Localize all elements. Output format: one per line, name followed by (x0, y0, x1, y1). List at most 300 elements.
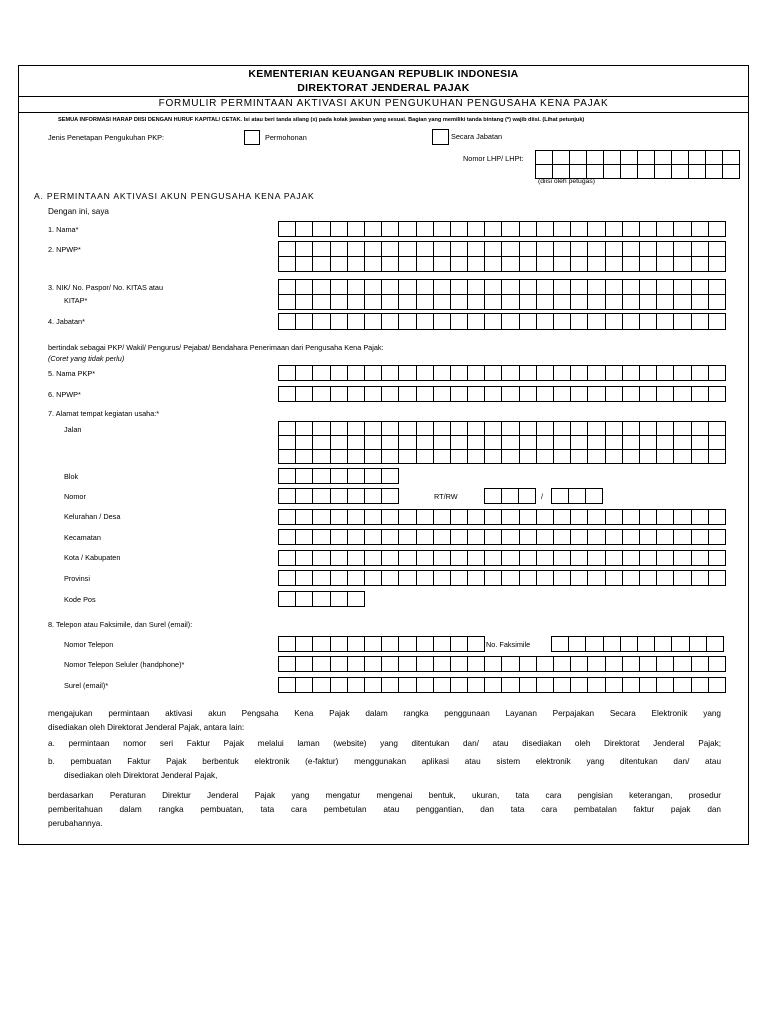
char-box[interactable] (553, 151, 570, 165)
char-box[interactable] (313, 295, 330, 310)
char-box[interactable] (382, 510, 399, 525)
npwp-boxes[interactable] (278, 241, 726, 272)
char-box[interactable] (313, 387, 330, 402)
char-box[interactable] (502, 530, 519, 545)
char-box[interactable] (655, 165, 672, 179)
char-box[interactable] (537, 242, 554, 257)
char-box[interactable] (485, 657, 502, 672)
char-box[interactable] (331, 489, 348, 504)
char-box[interactable] (657, 257, 674, 272)
char-box[interactable] (451, 637, 468, 652)
char-box[interactable] (520, 678, 537, 693)
char-box[interactable] (640, 530, 657, 545)
char-box[interactable] (348, 510, 365, 525)
char-box[interactable] (399, 387, 416, 402)
char-box[interactable] (674, 530, 691, 545)
char-box[interactable] (296, 314, 313, 330)
char-box[interactable] (674, 436, 691, 450)
char-box[interactable] (571, 422, 588, 436)
char-box[interactable] (296, 436, 313, 450)
char-box[interactable] (692, 657, 709, 672)
char-box[interactable] (313, 314, 330, 330)
char-box[interactable] (279, 551, 296, 566)
char-box[interactable] (554, 510, 571, 525)
char-box[interactable] (434, 678, 451, 693)
char-box[interactable] (588, 222, 605, 237)
char-box[interactable] (588, 510, 605, 525)
char-box[interactable] (348, 422, 365, 436)
char-box[interactable] (434, 387, 451, 402)
char-box[interactable] (434, 280, 451, 295)
char-box[interactable] (502, 387, 519, 402)
char-box[interactable] (554, 571, 571, 586)
char-box[interactable] (571, 530, 588, 545)
char-box[interactable] (434, 295, 451, 310)
char-box[interactable] (692, 450, 709, 464)
char-box[interactable] (709, 571, 726, 586)
char-box[interactable] (348, 366, 365, 381)
char-box[interactable] (520, 422, 537, 436)
char-box[interactable] (554, 436, 571, 450)
char-box[interactable] (279, 657, 296, 672)
char-box[interactable] (520, 530, 537, 545)
char-box[interactable] (468, 280, 485, 295)
char-box[interactable] (451, 510, 468, 525)
char-box[interactable] (399, 257, 416, 272)
char-box[interactable] (399, 436, 416, 450)
char-box[interactable] (672, 151, 689, 165)
char-box[interactable] (313, 530, 330, 545)
char-box[interactable] (382, 657, 399, 672)
char-box[interactable] (417, 366, 434, 381)
char-box[interactable] (485, 530, 502, 545)
char-box[interactable] (468, 530, 485, 545)
char-box[interactable] (382, 489, 399, 504)
char-box[interactable] (331, 637, 348, 652)
char-box[interactable] (296, 295, 313, 310)
char-box[interactable] (606, 295, 623, 310)
char-box[interactable] (296, 450, 313, 464)
char-box[interactable] (709, 222, 726, 237)
char-box[interactable] (692, 530, 709, 545)
char-box[interactable] (485, 387, 502, 402)
char-box[interactable] (279, 592, 296, 607)
char-box[interactable] (485, 295, 502, 310)
char-box[interactable] (451, 571, 468, 586)
char-box[interactable] (485, 510, 502, 525)
char-box[interactable] (331, 314, 348, 330)
char-box[interactable] (520, 366, 537, 381)
char-box[interactable] (692, 571, 709, 586)
char-box[interactable] (365, 637, 382, 652)
char-box[interactable] (657, 242, 674, 257)
char-box[interactable] (382, 450, 399, 464)
char-box[interactable] (552, 489, 569, 504)
char-box[interactable] (638, 151, 655, 165)
char-box[interactable] (382, 422, 399, 436)
char-box[interactable] (606, 242, 623, 257)
char-box[interactable] (417, 657, 434, 672)
char-box[interactable] (709, 510, 726, 525)
char-box[interactable] (588, 436, 605, 450)
char-box[interactable] (692, 222, 709, 237)
char-box[interactable] (365, 314, 382, 330)
char-box[interactable] (640, 387, 657, 402)
char-box[interactable] (709, 257, 726, 272)
char-box[interactable] (571, 242, 588, 257)
char-box[interactable] (554, 387, 571, 402)
char-box[interactable] (348, 657, 365, 672)
nomor-boxes[interactable] (278, 488, 399, 504)
char-box[interactable] (365, 530, 382, 545)
char-box[interactable] (638, 165, 655, 179)
char-box[interactable] (640, 257, 657, 272)
char-box[interactable] (692, 295, 709, 310)
char-box[interactable] (623, 450, 640, 464)
char-box[interactable] (692, 436, 709, 450)
char-box[interactable] (417, 450, 434, 464)
char-box[interactable] (468, 242, 485, 257)
char-box[interactable] (571, 366, 588, 381)
char-box[interactable] (365, 257, 382, 272)
char-box[interactable] (348, 469, 365, 484)
char-box[interactable] (279, 387, 296, 402)
char-box[interactable] (657, 387, 674, 402)
char-box[interactable] (451, 422, 468, 436)
char-box[interactable] (657, 571, 674, 586)
char-box[interactable] (604, 165, 621, 179)
char-box[interactable] (468, 366, 485, 381)
char-box[interactable] (623, 222, 640, 237)
char-box[interactable] (623, 657, 640, 672)
char-box[interactable] (382, 469, 399, 484)
char-box[interactable] (587, 151, 604, 165)
char-box[interactable] (623, 436, 640, 450)
char-box[interactable] (313, 678, 330, 693)
char-box[interactable] (365, 242, 382, 257)
char-box[interactable] (313, 257, 330, 272)
char-box[interactable] (571, 222, 588, 237)
char-box[interactable] (571, 387, 588, 402)
char-box[interactable] (279, 422, 296, 436)
char-box[interactable] (434, 222, 451, 237)
char-box[interactable] (399, 450, 416, 464)
char-box[interactable] (296, 489, 313, 504)
char-box[interactable] (554, 280, 571, 295)
char-box[interactable] (382, 571, 399, 586)
char-box[interactable] (657, 436, 674, 450)
char-box[interactable] (331, 366, 348, 381)
char-box[interactable] (588, 422, 605, 436)
char-box[interactable] (417, 257, 434, 272)
char-box[interactable] (468, 657, 485, 672)
char-box[interactable] (709, 657, 726, 672)
char-box[interactable] (279, 257, 296, 272)
char-box[interactable] (331, 530, 348, 545)
char-box[interactable] (468, 222, 485, 237)
char-box[interactable] (485, 551, 502, 566)
char-box[interactable] (554, 657, 571, 672)
char-box[interactable] (502, 489, 519, 504)
char-box[interactable] (571, 295, 588, 310)
char-box[interactable] (537, 387, 554, 402)
char-box[interactable] (485, 450, 502, 464)
char-box[interactable] (519, 489, 536, 504)
char-box[interactable] (709, 366, 726, 381)
nama-boxes[interactable] (278, 221, 726, 237)
char-box[interactable] (709, 450, 726, 464)
char-box[interactable] (382, 551, 399, 566)
char-box[interactable] (640, 678, 657, 693)
char-box[interactable] (348, 530, 365, 545)
char-box[interactable] (640, 657, 657, 672)
char-box[interactable] (537, 678, 554, 693)
char-box[interactable] (623, 571, 640, 586)
char-box[interactable] (279, 571, 296, 586)
char-box[interactable] (313, 366, 330, 381)
char-box[interactable] (709, 436, 726, 450)
char-box[interactable] (331, 257, 348, 272)
char-box[interactable] (313, 242, 330, 257)
char-box[interactable] (313, 571, 330, 586)
char-box[interactable] (348, 678, 365, 693)
char-box[interactable] (365, 657, 382, 672)
char-box[interactable] (365, 422, 382, 436)
char-box[interactable] (554, 450, 571, 464)
char-box[interactable] (279, 489, 296, 504)
rt-boxes[interactable] (484, 488, 536, 504)
char-box[interactable] (606, 551, 623, 566)
char-box[interactable] (640, 510, 657, 525)
char-box[interactable] (537, 530, 554, 545)
char-box[interactable] (382, 314, 399, 330)
char-box[interactable] (537, 295, 554, 310)
char-box[interactable] (348, 551, 365, 566)
char-box[interactable] (468, 510, 485, 525)
char-box[interactable] (313, 280, 330, 295)
char-box[interactable] (451, 678, 468, 693)
char-box[interactable] (468, 678, 485, 693)
char-box[interactable] (399, 637, 416, 652)
kelurahan-boxes[interactable] (278, 509, 726, 525)
char-box[interactable] (606, 257, 623, 272)
surel-boxes[interactable] (278, 677, 726, 693)
char-box[interactable] (657, 422, 674, 436)
faksimile-boxes[interactable] (551, 636, 724, 652)
char-box[interactable] (365, 450, 382, 464)
char-box[interactable] (451, 257, 468, 272)
char-box[interactable] (692, 242, 709, 257)
char-box[interactable] (674, 242, 691, 257)
char-box[interactable] (640, 222, 657, 237)
char-box[interactable] (331, 242, 348, 257)
char-box[interactable] (502, 257, 519, 272)
char-box[interactable] (692, 366, 709, 381)
char-box[interactable] (520, 450, 537, 464)
char-box[interactable] (604, 637, 621, 652)
char-box[interactable] (606, 678, 623, 693)
char-box[interactable] (434, 551, 451, 566)
char-box[interactable] (657, 678, 674, 693)
char-box[interactable] (434, 366, 451, 381)
char-box[interactable] (434, 571, 451, 586)
char-box[interactable] (313, 592, 330, 607)
char-box[interactable] (468, 450, 485, 464)
char-box[interactable] (348, 280, 365, 295)
char-box[interactable] (588, 450, 605, 464)
permohonan-checkbox[interactable] (244, 130, 260, 145)
char-box[interactable] (296, 366, 313, 381)
char-box[interactable] (571, 571, 588, 586)
char-box[interactable] (485, 366, 502, 381)
char-box[interactable] (588, 257, 605, 272)
char-box[interactable] (537, 510, 554, 525)
lhp-number-boxes[interactable] (535, 150, 740, 179)
char-box[interactable] (279, 314, 296, 330)
char-box[interactable] (571, 257, 588, 272)
char-box[interactable] (640, 436, 657, 450)
char-box[interactable] (365, 436, 382, 450)
char-box[interactable] (570, 165, 587, 179)
char-box[interactable] (554, 314, 571, 330)
char-box[interactable] (657, 314, 674, 330)
char-box[interactable] (313, 422, 330, 436)
char-box[interactable] (520, 295, 537, 310)
char-box[interactable] (554, 257, 571, 272)
char-box[interactable] (296, 469, 313, 484)
char-box[interactable] (313, 436, 330, 450)
char-box[interactable] (399, 657, 416, 672)
char-box[interactable] (502, 295, 519, 310)
char-box[interactable] (520, 571, 537, 586)
char-box[interactable] (399, 510, 416, 525)
char-box[interactable] (331, 422, 348, 436)
char-box[interactable] (434, 657, 451, 672)
char-box[interactable] (331, 678, 348, 693)
char-box[interactable] (399, 530, 416, 545)
char-box[interactable] (485, 222, 502, 237)
char-box[interactable] (588, 242, 605, 257)
char-box[interactable] (588, 530, 605, 545)
char-box[interactable] (451, 242, 468, 257)
char-box[interactable] (485, 571, 502, 586)
char-box[interactable] (279, 510, 296, 525)
char-box[interactable] (657, 657, 674, 672)
char-box[interactable] (588, 366, 605, 381)
char-box[interactable] (692, 257, 709, 272)
char-box[interactable] (672, 165, 689, 179)
char-box[interactable] (709, 422, 726, 436)
char-box[interactable] (365, 295, 382, 310)
char-box[interactable] (623, 387, 640, 402)
char-box[interactable] (552, 637, 569, 652)
char-box[interactable] (468, 257, 485, 272)
char-box[interactable] (674, 678, 691, 693)
char-box[interactable] (657, 450, 674, 464)
char-box[interactable] (485, 678, 502, 693)
char-box[interactable] (606, 366, 623, 381)
char-box[interactable] (588, 387, 605, 402)
jabatan-checkbox[interactable] (432, 129, 449, 145)
char-box[interactable] (313, 489, 330, 504)
char-box[interactable] (331, 450, 348, 464)
char-box[interactable] (417, 222, 434, 237)
char-box[interactable] (296, 510, 313, 525)
char-box[interactable] (588, 280, 605, 295)
char-box[interactable] (689, 165, 706, 179)
char-box[interactable] (502, 678, 519, 693)
char-box[interactable] (502, 551, 519, 566)
char-box[interactable] (313, 450, 330, 464)
rw-boxes[interactable] (551, 488, 603, 504)
char-box[interactable] (621, 637, 638, 652)
char-box[interactable] (554, 295, 571, 310)
char-box[interactable] (485, 314, 502, 330)
char-box[interactable] (417, 280, 434, 295)
char-box[interactable] (709, 530, 726, 545)
char-box[interactable] (485, 242, 502, 257)
char-box[interactable] (520, 257, 537, 272)
char-box[interactable] (279, 530, 296, 545)
nama-pkp-boxes[interactable] (278, 365, 726, 381)
kodepos-boxes[interactable] (278, 591, 365, 607)
char-box[interactable] (382, 530, 399, 545)
char-box[interactable] (606, 280, 623, 295)
char-box[interactable] (571, 551, 588, 566)
jabatan-boxes[interactable] (278, 313, 726, 330)
char-box[interactable] (279, 450, 296, 464)
char-box[interactable] (537, 222, 554, 237)
char-box[interactable] (417, 571, 434, 586)
char-box[interactable] (520, 510, 537, 525)
char-box[interactable] (571, 450, 588, 464)
char-box[interactable] (382, 436, 399, 450)
char-box[interactable] (674, 551, 691, 566)
char-box[interactable] (674, 222, 691, 237)
char-box[interactable] (623, 530, 640, 545)
char-box[interactable] (451, 314, 468, 330)
char-box[interactable] (604, 151, 621, 165)
char-box[interactable] (417, 387, 434, 402)
char-box[interactable] (623, 678, 640, 693)
char-box[interactable] (606, 450, 623, 464)
char-box[interactable] (520, 242, 537, 257)
char-box[interactable] (279, 469, 296, 484)
char-box[interactable] (587, 165, 604, 179)
char-box[interactable] (723, 151, 740, 165)
char-box[interactable] (623, 242, 640, 257)
char-box[interactable] (657, 510, 674, 525)
char-box[interactable] (520, 657, 537, 672)
char-box[interactable] (365, 387, 382, 402)
char-box[interactable] (571, 436, 588, 450)
char-box[interactable] (485, 257, 502, 272)
char-box[interactable] (536, 165, 553, 179)
char-box[interactable] (588, 571, 605, 586)
char-box[interactable] (399, 280, 416, 295)
char-box[interactable] (468, 422, 485, 436)
char-box[interactable] (331, 657, 348, 672)
char-box[interactable] (690, 637, 707, 652)
char-box[interactable] (296, 242, 313, 257)
char-box[interactable] (313, 510, 330, 525)
char-box[interactable] (569, 489, 586, 504)
char-box[interactable] (520, 551, 537, 566)
char-box[interactable] (451, 551, 468, 566)
char-box[interactable] (331, 551, 348, 566)
char-box[interactable] (417, 530, 434, 545)
char-box[interactable] (451, 657, 468, 672)
